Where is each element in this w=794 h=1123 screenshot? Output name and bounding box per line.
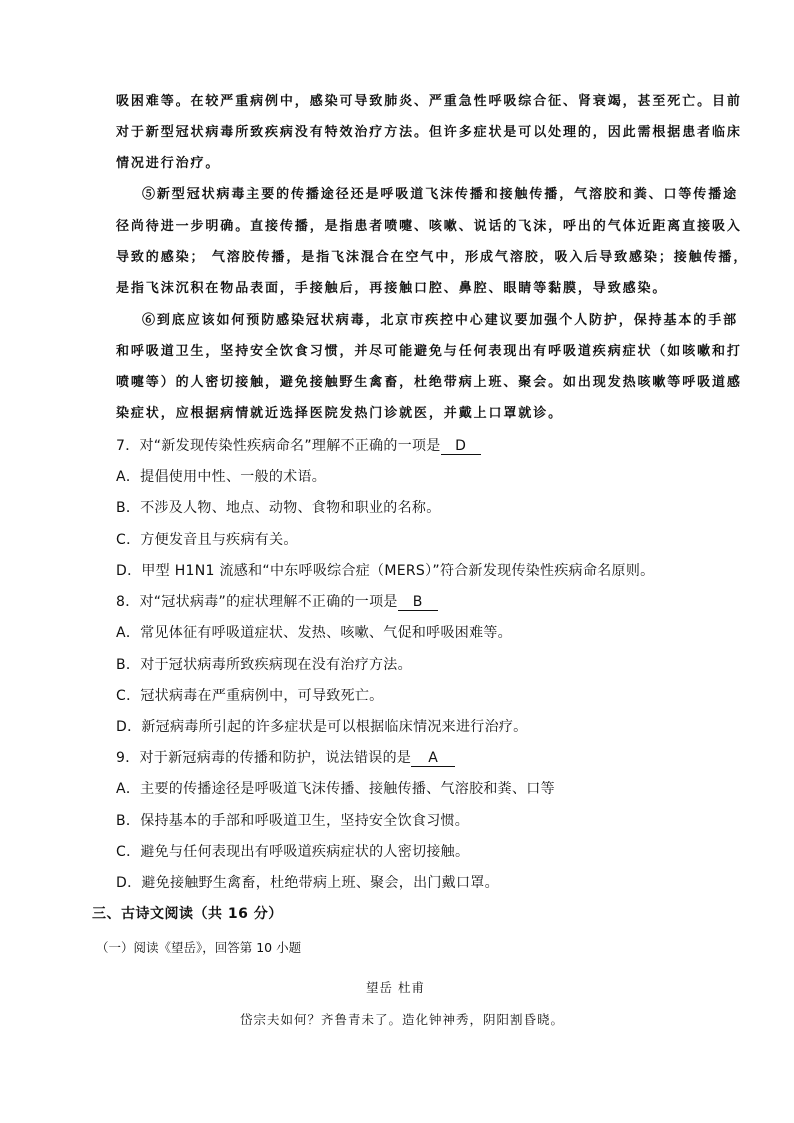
answer-blank: A — [411, 750, 455, 767]
poem-line: 岱宗夫如何？齐鲁青未了。造化钟神秀，阴阳割昏晓。 — [240, 1012, 565, 1027]
question-8-stem: 8．对“冠状病毒”的症状理解不正确的一项是 — [116, 594, 398, 610]
question-7-stem: 7．对“新发现传染性疾病命名”理解不正确的一项是 — [116, 438, 441, 454]
option-a: A．主要的传播途径是呼吸道飞沫传播、接触传播、气溶胶和粪、口等 — [116, 781, 555, 797]
option-a: A．常见体征有呼吸道症状、发热、咳嗽、气促和呼吸困难等。 — [116, 625, 512, 641]
option-c: C．方便发音且与疾病有关。 — [116, 532, 298, 548]
passage-line: 和呼吸道卫生，坚持安全饮食习惯，并尽可能避免与任何表现出有呼吸道疾病症状（如咳嗽和打 — [116, 344, 742, 359]
answer-blank: D — [441, 438, 481, 455]
passage-line: 喷嚏等）的人密切接触，避免接触野生禽畜，杜绝带病上班、聚会。如出现发热咳嗽等呼吸道感 — [116, 375, 742, 390]
passage-line: 导致的感染； 气溶胶传播，是指飞沫混合在空气中，形成气溶胶，吸入后导致感染；接触传播， — [116, 250, 749, 265]
question-stem — [116, 748, 455, 768]
passage-line: 情况进行治疗。 — [116, 156, 221, 171]
question-stem — [116, 436, 481, 456]
option-d: D．甲型 H1N1 流感和“中东呼吸综合症（MERS）”符合新发现传染性疾病命名原则。 — [116, 563, 655, 579]
question-9-stem: 9．对于新冠病毒的传播和防护，说法错误的是 — [116, 750, 412, 766]
option-a: A．提倡使用中性、一般的术语。 — [116, 469, 327, 485]
option-d: D．避免接触野生禽畜，杜绝带病上班、聚会，出门戴口罩。 — [116, 875, 499, 891]
option-b: B．不涉及人物、地点、动物、食物和职业的名称。 — [116, 500, 441, 516]
poem-title: 望岳 杜甫 — [366, 980, 425, 995]
passage-line: 吸困难等。在较严重病例中，感染可导致肺炎、严重急性呼吸综合征、肾衰竭，甚至死亡。目前 — [116, 94, 742, 109]
passage-line: 是指飞沫沉积在物品表面，手接触后，再接触口腔、鼻腔、眼睛等黏膜，导致感染。 — [116, 281, 668, 296]
answer-blank: B — [398, 594, 438, 611]
option-b: B．对于冠状病毒所致疾病现在没有治疗方法。 — [116, 657, 412, 673]
option-c: C．避免与任何表现出有呼吸道疾病症状的人密切接触。 — [116, 844, 470, 860]
section-title: 三、古诗文阅读（共 16 分） — [92, 906, 283, 922]
paragraph-5-start: ⑤新型冠状病毒主要的传播途径还是呼吸道飞沫传播和接触传播，气溶胶和粪、口等传播途 — [142, 187, 739, 202]
passage-line: 对于新型冠状病毒所致疾病没有特效治疗方法。但许多症状是可以处理的，因此需根据患者临床 — [116, 125, 742, 140]
question-stem — [116, 592, 438, 612]
paragraph-6-start: ⑥到底应该如何预防感染冠状病毒，北京市疾控中心建议要加强个人防护，保持基本的手部 — [142, 313, 739, 328]
option-c: C．冠状病毒在严重病例中，可导致死亡。 — [116, 688, 384, 704]
option-d: D．新冠病毒所引起的许多症状是可以根据临床情况来进行治疗。 — [116, 719, 528, 735]
passage-line: 径尚待进一步明确。直接传播，是指患者喷嚏、咳嗽、说话的飞沫，呼出的气体近距离直接吸入 — [116, 219, 742, 234]
subsection-title: （一）阅读《望岳》，回答第 10 小题 — [96, 940, 302, 955]
passage-line: 染症状，应根据病情就近选择医院发热门诊就医，并戴上口罩就诊。 — [116, 406, 564, 421]
option-b: B．保持基本的手部和呼吸道卫生，坚持安全饮食习惯。 — [116, 813, 470, 829]
